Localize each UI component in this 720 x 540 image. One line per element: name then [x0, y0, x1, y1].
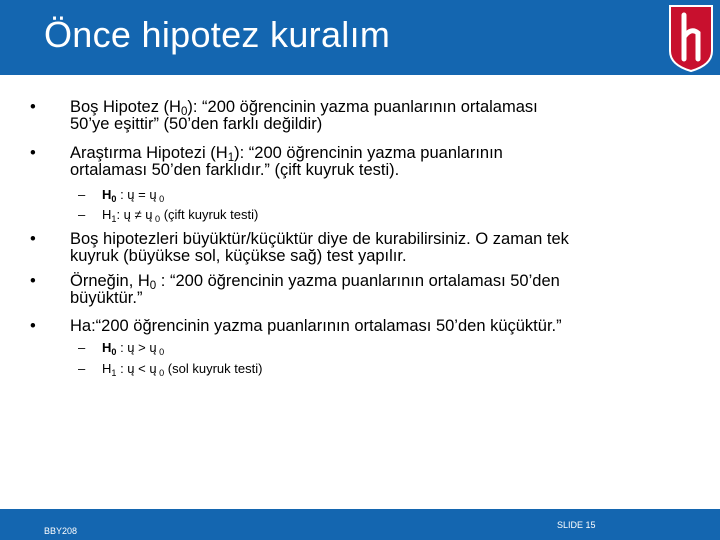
course-code: BBY208	[44, 526, 78, 536]
bullet-text: Boş Hipotez (H	[70, 98, 181, 116]
hacettepe-logo-icon	[667, 3, 715, 73]
subscript: 0	[156, 347, 165, 357]
subscript: 1	[111, 214, 117, 224]
bullet-text: Araştırma Hipotezi (H	[70, 144, 228, 162]
subscript: 0	[149, 280, 157, 292]
sub-bullet-dash: –	[78, 207, 86, 222]
equation-text: : ų ≠ ų	[116, 207, 153, 222]
footer-bar	[0, 509, 720, 540]
equation-text: : ų > ų	[116, 340, 157, 355]
bullet-dot: •	[30, 272, 36, 290]
subscript: 0	[111, 194, 117, 204]
bullet-dot: •	[30, 98, 36, 116]
bullet-text-continued: büyüktür.”	[70, 289, 143, 307]
slide-number: SLIDE 15	[557, 520, 596, 530]
equation-note: (sol kuyruk testi)	[164, 361, 263, 376]
subscript: 0	[152, 214, 161, 224]
subscript: 0	[111, 347, 117, 357]
sub-bullet-dash: –	[78, 187, 86, 202]
hypothesis-symbol: H	[102, 340, 112, 355]
bullet-text: ): “200 öğrencinin yazma puanlarının	[234, 144, 503, 162]
bullet-text: : “200 öğrencinin yazma puanlarının ortalaması 50’den	[156, 272, 560, 290]
subscript: 0	[156, 368, 165, 378]
slide-title: Önce hipotez kuralım	[44, 14, 391, 55]
equation-text: : ų < ų	[116, 361, 157, 376]
subscript: 0	[180, 106, 188, 118]
subscript: 1	[111, 368, 117, 378]
bullet-text: Örneğin, H	[70, 272, 150, 290]
bullet-text: Boş hipotezleri büyüktür/küçüktür diye de kurabilirsiniz. O zaman tek	[70, 230, 569, 248]
bullet-text-continued: kuyruk (büyükse sol, küçükse sağ) test yapılır.	[70, 247, 407, 265]
bullet-dot: •	[30, 230, 36, 248]
subscript: 0	[156, 194, 165, 204]
bullet-text-continued: ortalaması 50’den farklıdır.” (çift kuyruk testi).	[70, 161, 400, 179]
sub-bullet-dash: –	[78, 340, 86, 355]
hypothesis-symbol: H	[102, 187, 112, 202]
bullet-dot: •	[30, 144, 36, 162]
subscript: 1	[227, 152, 235, 164]
bullet-dot: •	[30, 317, 36, 335]
hypothesis-symbol: H	[102, 207, 112, 222]
sub-bullet-dash: –	[78, 361, 86, 376]
hypothesis-symbol: H	[102, 361, 112, 376]
equation-note: (çift kuyruk testi)	[160, 207, 259, 222]
bullet-text-continued: 50’ye eşittir” (50’den farklı değildir)	[70, 115, 323, 133]
equation-text: : ų = ų	[116, 187, 157, 202]
bullet-text: ): “200 öğrencinin yazma puanlarının ortalaması	[187, 98, 538, 116]
bullet-text: Ha:“200 öğrencinin yazma puanlarının ortalaması 50’den küçüktür.”	[70, 317, 562, 335]
